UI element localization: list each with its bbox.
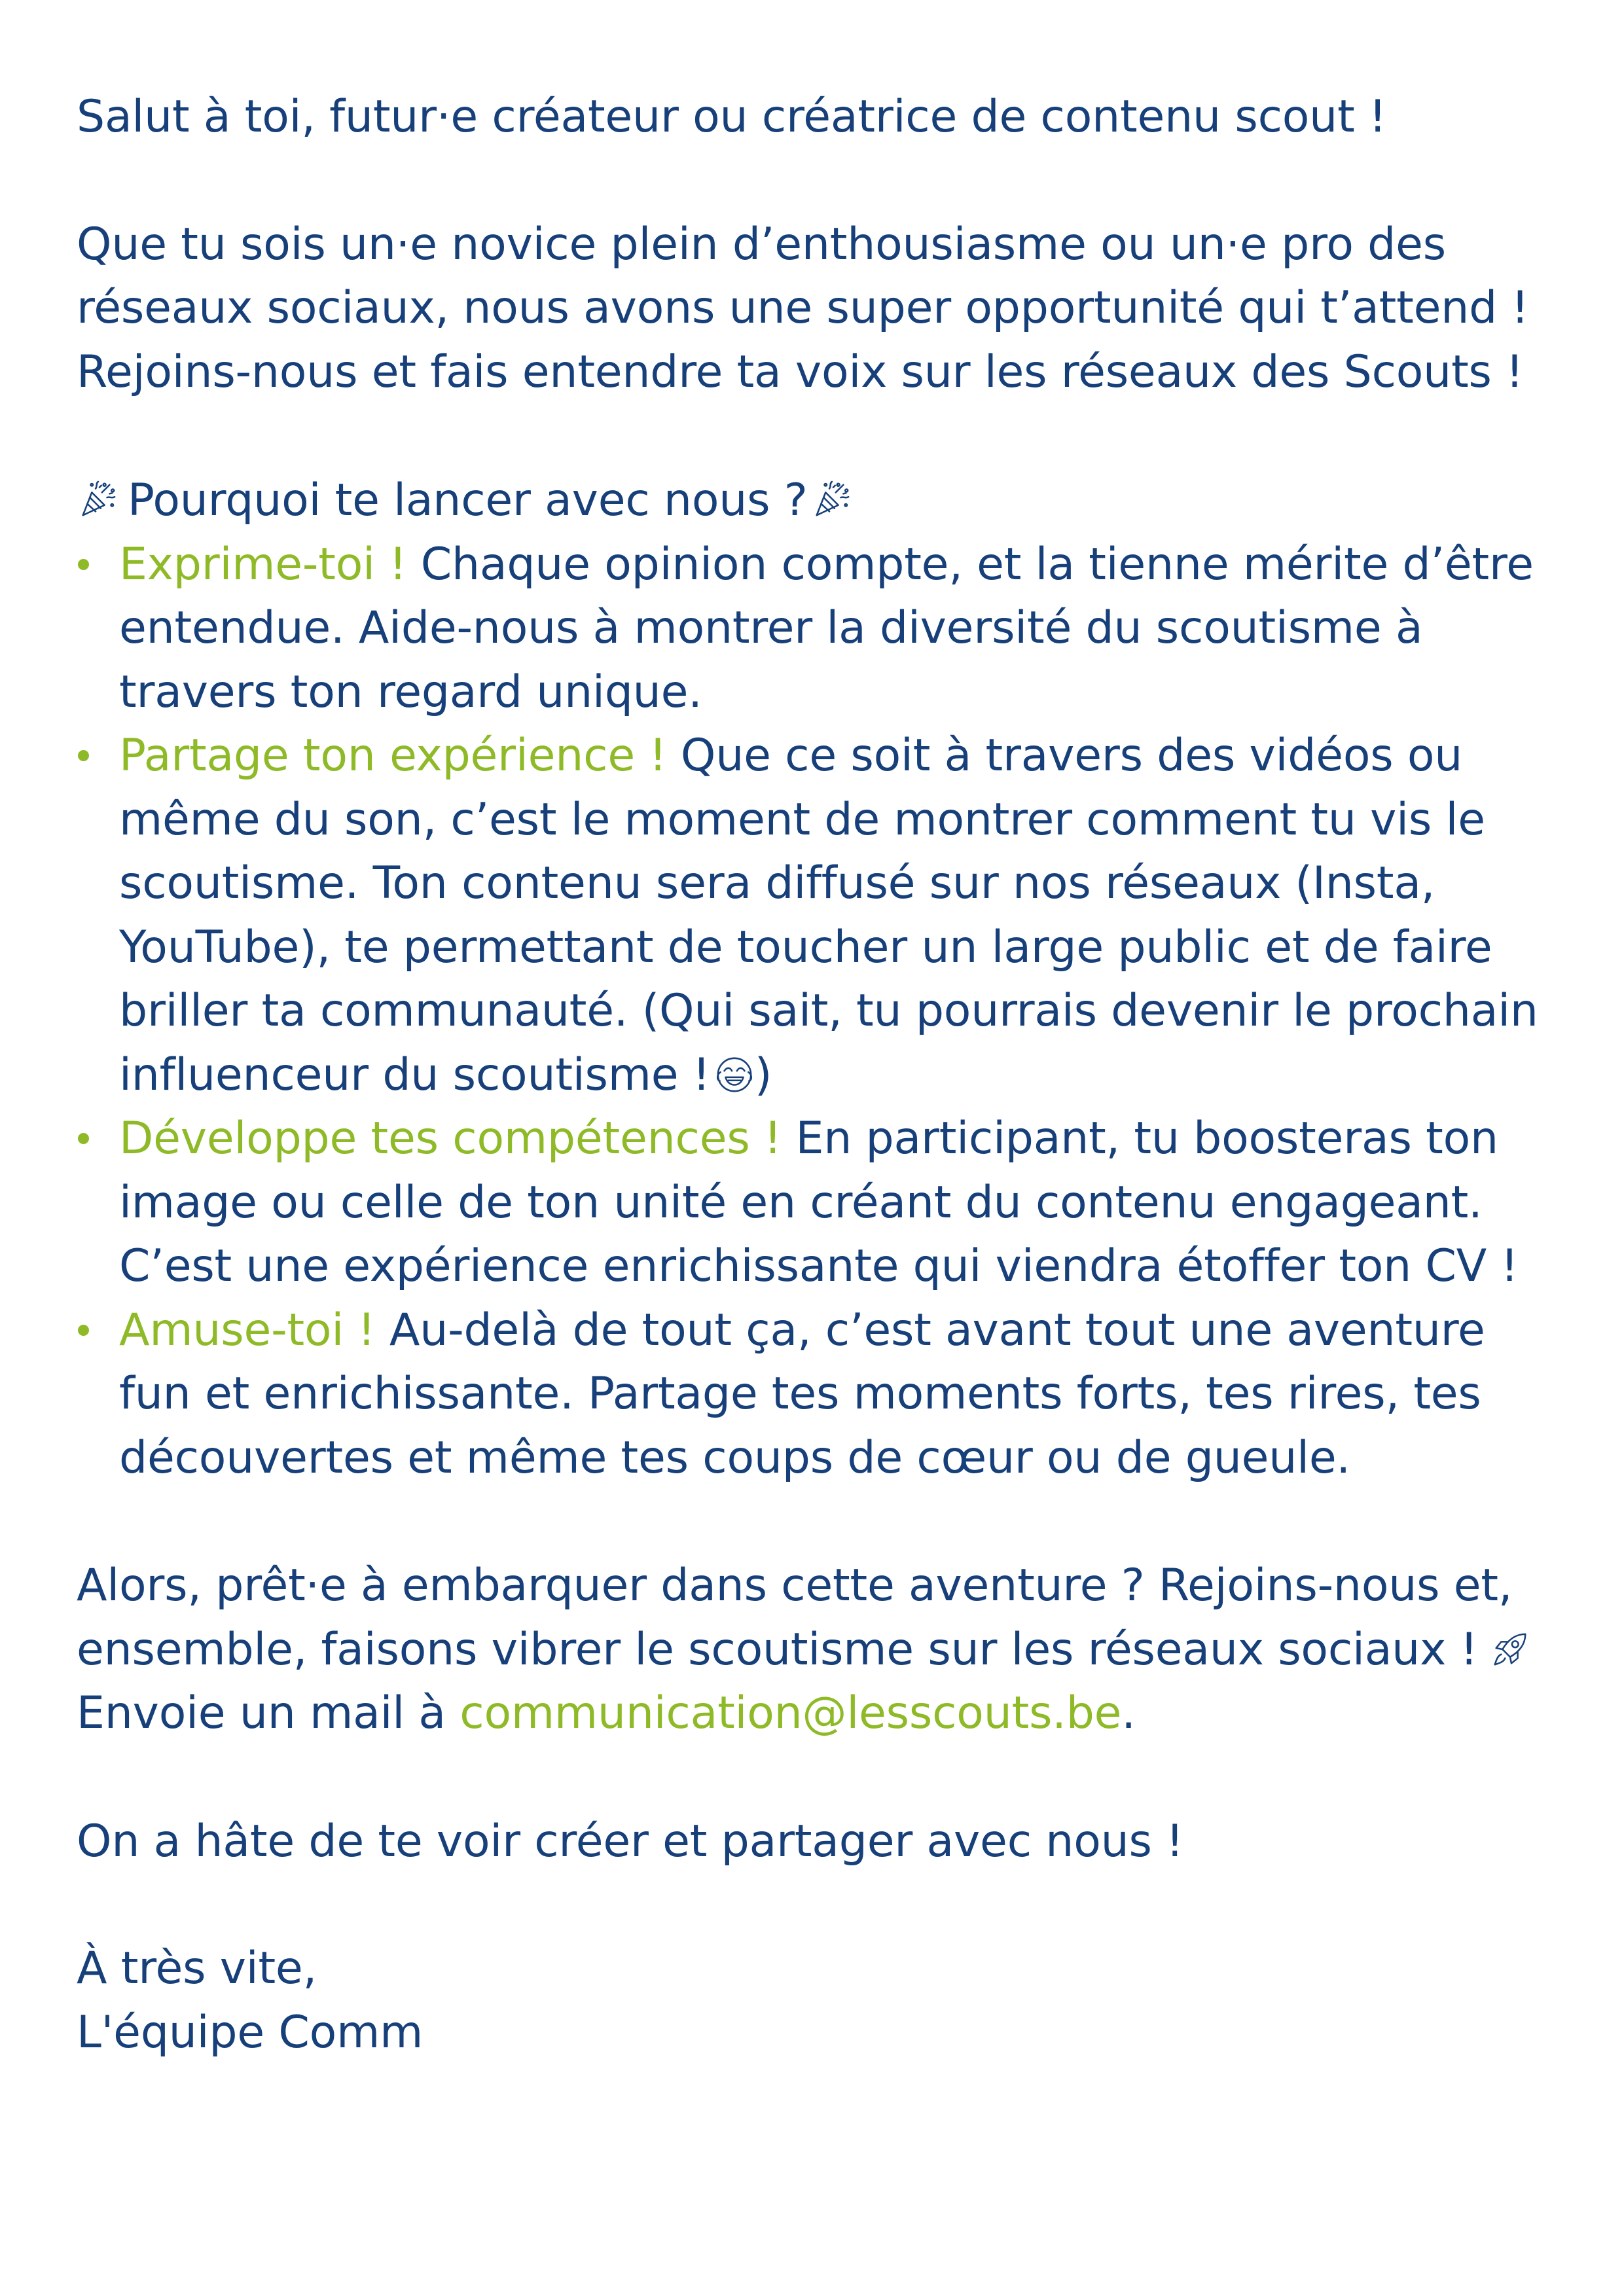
cta-trailing: . bbox=[1121, 1687, 1136, 1739]
greeting: Salut à toi, futur·e créateur ou créatrice de contenu scout ! bbox=[77, 91, 1387, 143]
letter-document bbox=[77, 85, 1549, 2064]
reason-lead: Exprime-toi ! bbox=[119, 538, 407, 590]
why-heading bbox=[77, 469, 1549, 533]
reason-lead: Partage ton expérience ! bbox=[119, 730, 667, 781]
party-popper-icon bbox=[77, 480, 117, 520]
bullet-icon bbox=[78, 559, 89, 570]
bullet-icon bbox=[78, 750, 89, 761]
email-link[interactable]: communication@lesscouts.be bbox=[460, 1687, 1122, 1739]
list-item bbox=[77, 533, 1549, 725]
rocket-icon bbox=[1490, 1629, 1530, 1670]
reason-lead: Développe tes compétences ! bbox=[119, 1113, 782, 1164]
signoff-line-1: À très vite, bbox=[77, 1943, 317, 1994]
reason-text: Chaque opinion compte, et la tienne mérite d’être entendue. Aide-nous à montrer la diversité du scoutisme à travers ton regard unique. bbox=[119, 538, 1534, 718]
call-to-action bbox=[77, 1554, 1549, 1746]
reason-lead: Amuse-toi ! bbox=[119, 1304, 376, 1356]
signoff bbox=[77, 1937, 1549, 2064]
reason-text: En participant, tu boosteras ton image ou celle de ton unité en créant du contenu engageant. C’est une expérience enrichissante qui viendra étoffer ton CV ! bbox=[119, 1113, 1519, 1292]
cta-text-after: Envoie un mail à bbox=[77, 1687, 460, 1739]
tears-of-joy-face-icon bbox=[714, 1054, 755, 1095]
cta-text: Alors, prêt·e à embarquer dans cette aventure ? Rejoins-nous et, ensemble, faisons vibrer le scoutisme sur les réseaux sociaux ! bbox=[77, 1560, 1513, 1676]
reason-text: Que ce soit à travers des vidéos ou même du son, c’est le moment de montrer comment tu vis le scoutisme. Ton contenu sera diffusé sur nos réseaux (Insta, YouTube), te permettant de toucher un large public et de faire briller ta communauté. (Qui sait, tu pourrais devenir le prochain influenceur du scoutisme ! bbox=[119, 730, 1538, 1101]
bullet-icon bbox=[78, 1325, 89, 1336]
party-popper-icon bbox=[810, 480, 851, 520]
list-item bbox=[77, 1299, 1549, 1490]
reason-text-end: ) bbox=[754, 1049, 772, 1101]
reason-text: Au-delà de tout ça, c’est avant tout une aventure fun et enrichissante. Partage tes moments forts, tes rires, tes découvertes et même tes coups de cœur ou de gueule. bbox=[119, 1304, 1485, 1484]
bullet-icon bbox=[78, 1133, 89, 1144]
why-heading-text: Pourquoi te lancer avec nous ? bbox=[128, 475, 808, 526]
intro-paragraph: Que tu sois un·e novice plein d’enthousiasme ou un·e pro des réseaux sociaux, nous avons une super opportunité qui t’attend ! Rejoins-nous et fais entendre ta voix sur les réseaux des Scouts ! bbox=[77, 218, 1529, 398]
list-item bbox=[77, 1107, 1549, 1299]
list-item bbox=[77, 724, 1549, 1107]
reasons-list bbox=[77, 533, 1549, 1490]
closing-line: On a hâte de te voir créer et partager avec nous ! bbox=[77, 1815, 1184, 1867]
signoff-line-2: L'équipe Comm bbox=[77, 2006, 424, 2058]
